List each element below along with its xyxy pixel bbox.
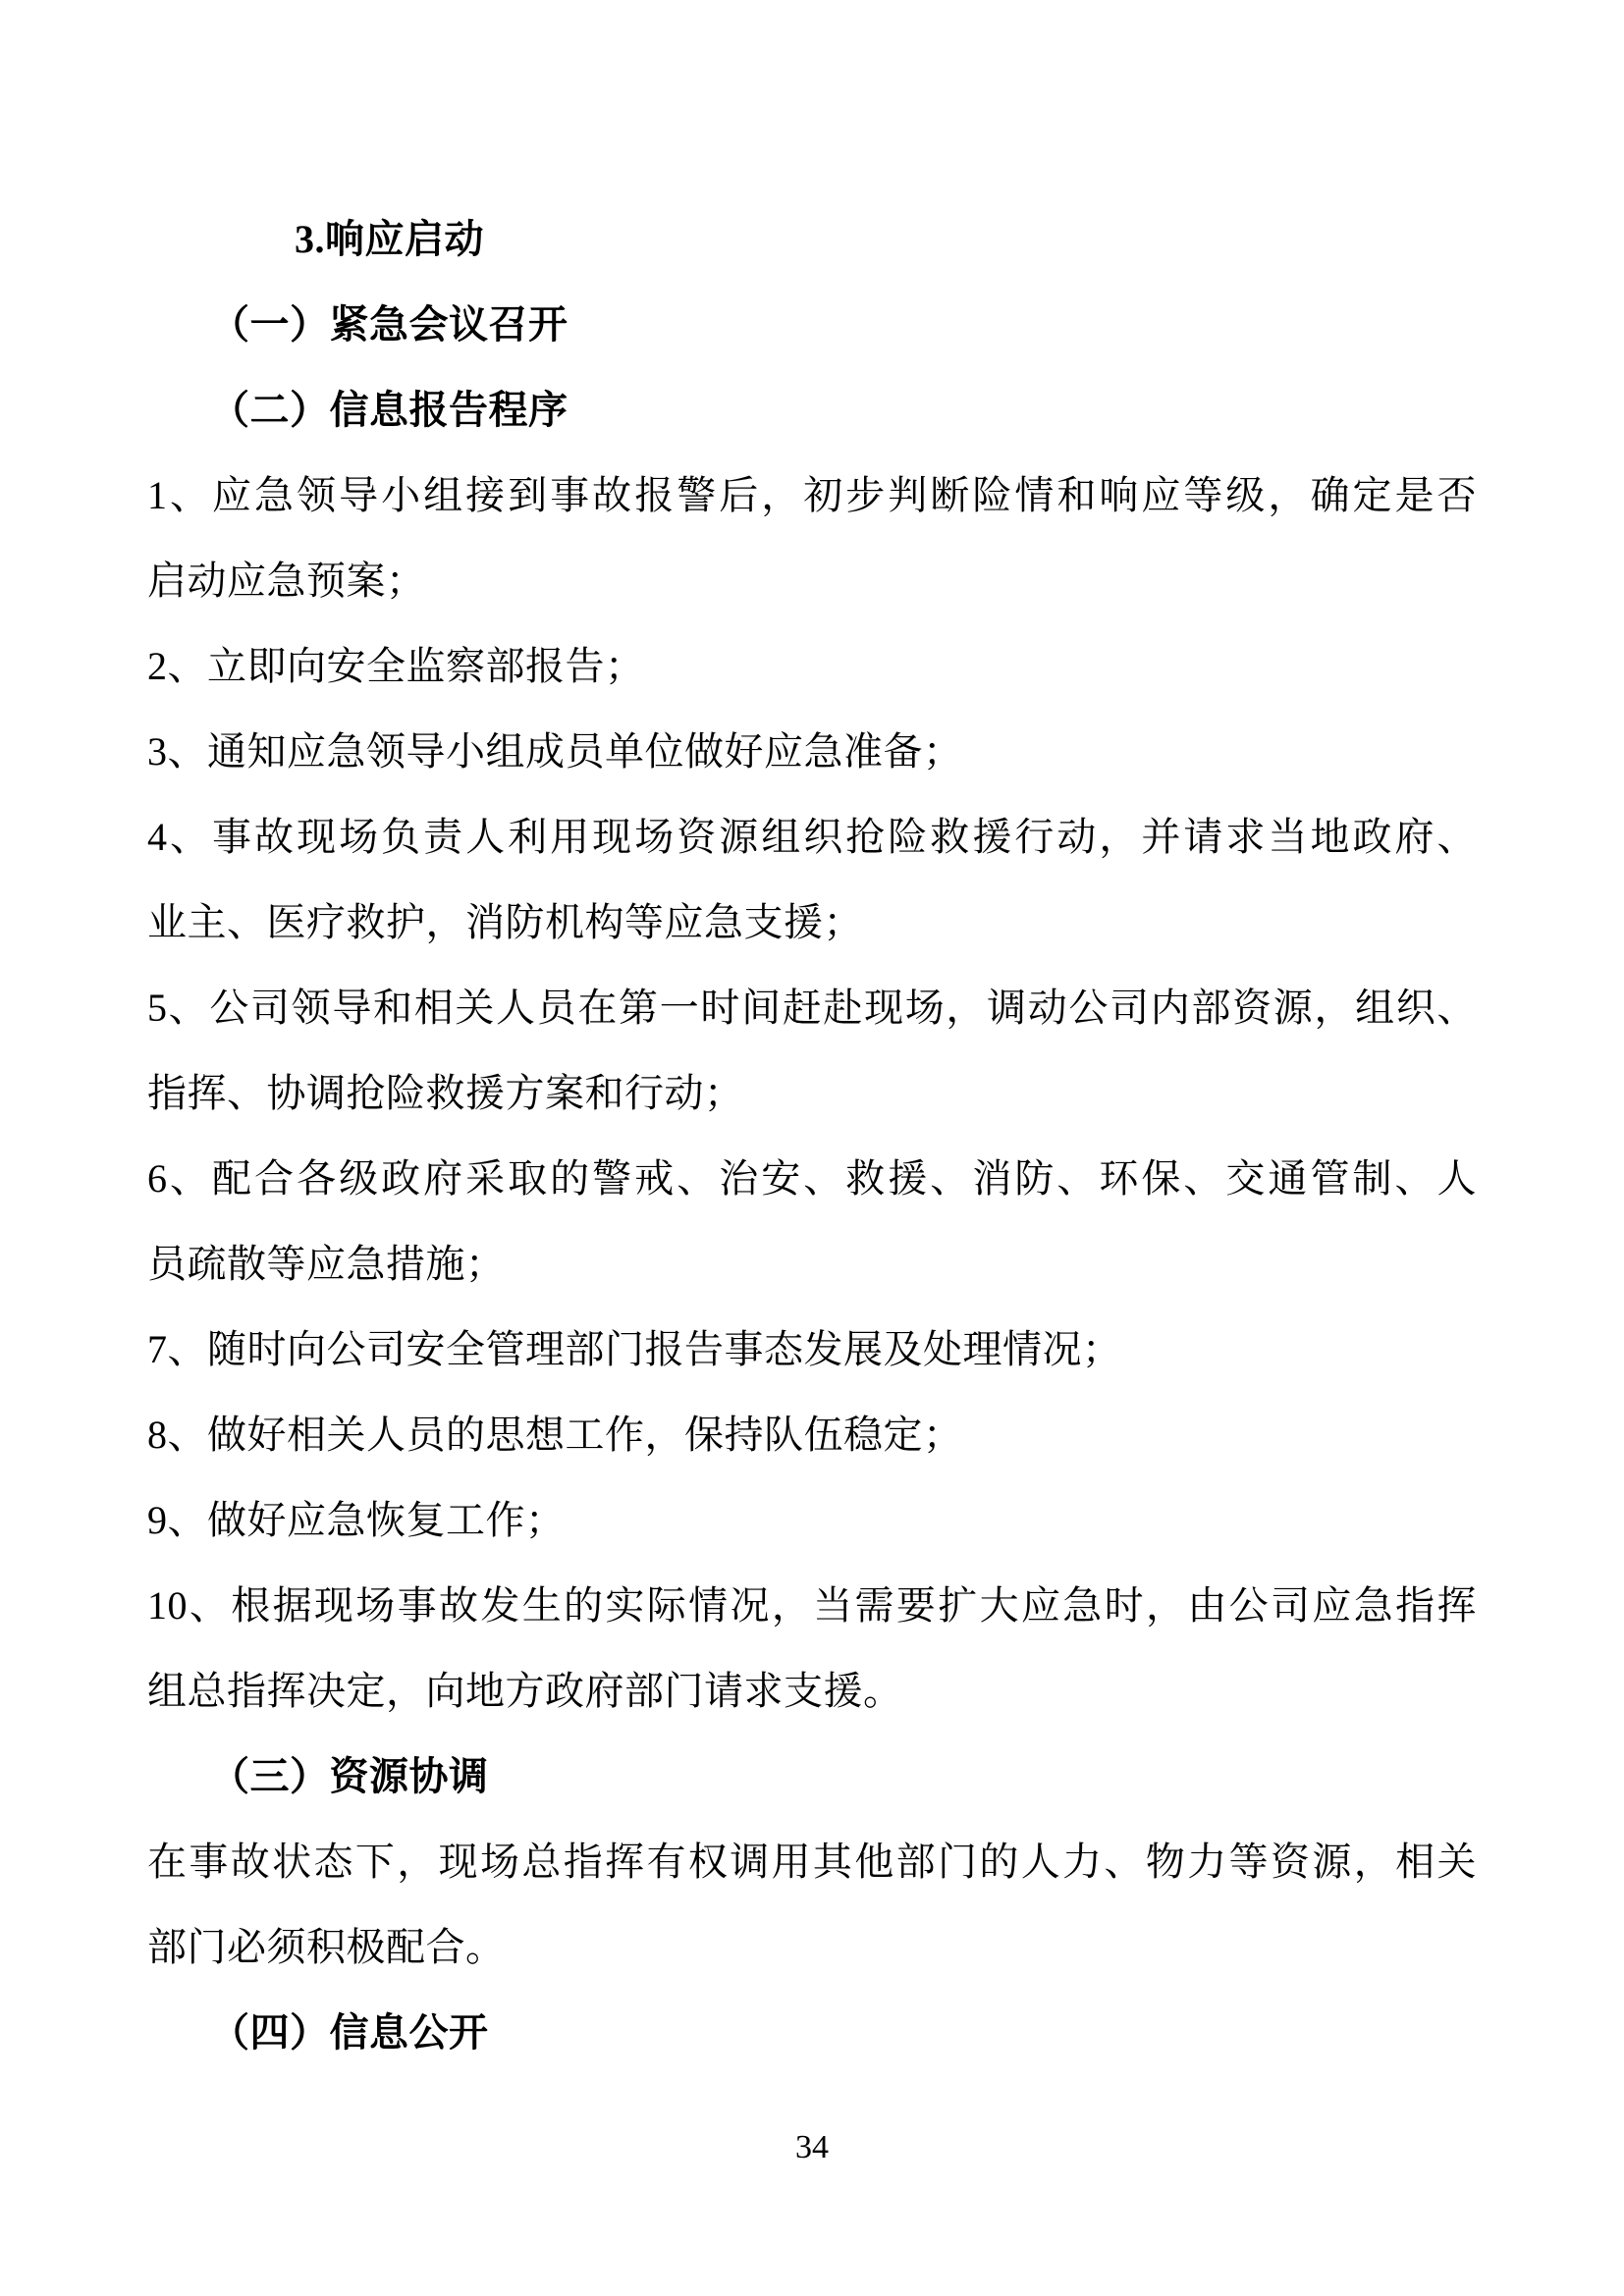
paragraph-line-item7: 7、随时向公司安全管理部门报告事态发展及处理情况； (147, 1327, 1122, 1371)
section-heading-2-info-report-procedure: （二）信息报告程序 (210, 388, 568, 432)
paragraph-line-item1-a: 1、应急领导小组接到事故报警后，初步判断险情和响应等级，确定是否 (147, 473, 1477, 517)
paragraph-line-item5-b: 指挥、协调抢险救援方案和行动； (147, 1071, 744, 1115)
paragraph-line-item10-b: 组总指挥决定，向地方政府部门请求支援。 (147, 1669, 903, 1713)
paragraph-line-item1-b: 启动应急预案； (147, 559, 426, 603)
subsection-heading-response-start: 3.响应启动 (295, 217, 484, 261)
paragraph-line-item4-b: 业主、医疗救护，消防机构等应急支援； (147, 900, 863, 944)
paragraph-line-item9: 9、做好应急恢复工作； (147, 1498, 566, 1542)
section-heading-4-info-disclosure: （四）信息公开 (210, 2010, 489, 2055)
paragraph-line-item5-a: 5、公司领导和相关人员在第一时间赶赴现场，调动公司内部资源，组织、 (147, 986, 1477, 1030)
section-heading-3-resource-coordination: （三）资源协调 (210, 1754, 489, 1798)
paragraph-line-item4-a: 4、事故现场负责人利用现场资源组织抢险救援行动，并请求当地政府、 (147, 815, 1477, 859)
paragraph-line-resource-b: 部门必须积极配合。 (147, 1925, 506, 1969)
paragraph-line-item6-b: 员疏散等应急措施； (147, 1242, 506, 1286)
paragraph-line-item8: 8、做好相关人员的思想工作，保持队伍稳定； (147, 1413, 963, 1457)
section-heading-1-emergency-meeting: （一）紧急会议召开 (210, 302, 568, 347)
paragraph-line-item6-a: 6、配合各级政府采取的警戒、治安、救援、消防、环保、交通管制、人 (147, 1156, 1477, 1201)
paragraph-line-item3: 3、通知应急领导小组成员单位做好应急准备； (147, 729, 963, 774)
paragraph-line-item2: 2、立即向安全监察部报告； (147, 644, 645, 688)
paragraph-line-resource-a: 在事故状态下，现场总指挥有权调用其他部门的人力、物力等资源，相关 (147, 1840, 1477, 1884)
paragraph-line-item10-a: 10、根据现场事故发生的实际情况，当需要扩大应急时，由公司应急指挥 (147, 1583, 1477, 1628)
page-number: 34 (795, 2129, 829, 2165)
